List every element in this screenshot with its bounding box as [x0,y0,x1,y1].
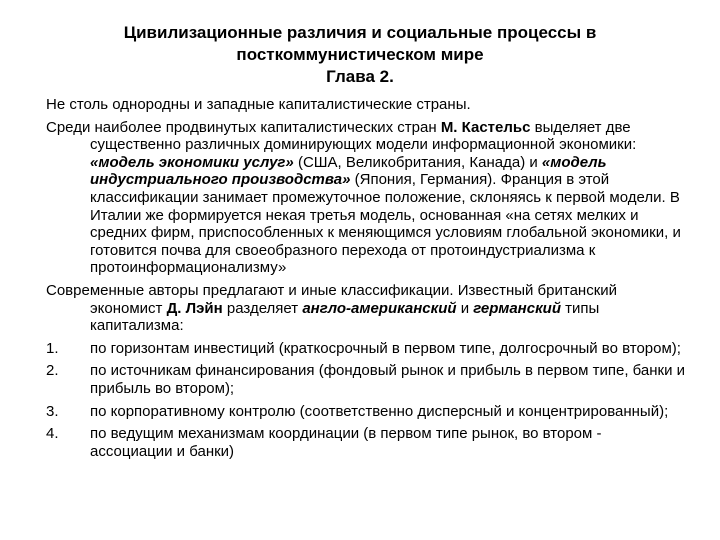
list-item [46,340,686,358]
text-run: (США, Великобритания, Канада) и [293,153,542,171]
text-run: разделяет [222,299,303,317]
text-run: и [456,299,474,317]
list-number: 3. [46,402,59,420]
slide-body [46,96,686,465]
type-anglo-american: англо-американский [302,299,457,317]
paragraph-castells [46,119,686,277]
text-run: Современные авторы предлагают и иные классификации. Известный британский экономист [46,281,618,317]
list-text: по горизонтам инвестиций (краткосрочный в первом типе, долгосрочный во втором); [90,339,681,357]
title-line-1: Цивилизационные различия и социальные процессы в [123,23,597,42]
text-run: типы капитализма: [90,299,600,335]
list-item [46,362,686,397]
slide-title [40,22,680,88]
model-industrial: «модель индустриального производства» [90,153,607,189]
list-text: по корпоративному контролю (соответственно дисперсный и концентрированный); [90,402,669,420]
list-text: по источникам финансирования (фондовый рынок и прибыль в первом типе, банки и прибыль во втором); [90,362,686,397]
text-run: выделяет две существенно различных доминирующих модели информационной экономики: [90,118,637,154]
list-number: 2. [46,362,59,380]
list-item [46,425,686,460]
title-line-3: Глава 2. [326,67,394,86]
paragraph-lane [46,282,686,335]
title-line-2: посткоммунистическом мире [236,45,484,64]
model-services: «модель экономики услуг» [90,153,294,171]
list-number: 1. [46,339,59,357]
type-german: германский [473,299,562,317]
paragraph-intro: Не столь однородны и западные капиталистические страны. [46,96,471,113]
text-run: (Япония, Германия). Франция в этой классификации занимает промежуточное положение, склоняясь к первой модели. В Италии же формируется некая третья модель, основанная «на сетях мелких и средних фирм, приспособленных к меняющимся условиям глобальной экономики, и готовится почва для своеобразного перехода от протоиндустриализма к протоинформационализму» [90,171,681,277]
list-text: по ведущим механизмам координации (в первом типе рынок, во втором - ассоциации и банки) [90,425,602,460]
list-number: 4. [46,425,59,443]
author-castells: М. Кастельс [440,118,531,136]
author-lane: Д. Лэйн [166,299,223,317]
list-item [46,403,686,421]
text-run: Среди наиболее продвинутых капиталистических стран [46,118,441,136]
